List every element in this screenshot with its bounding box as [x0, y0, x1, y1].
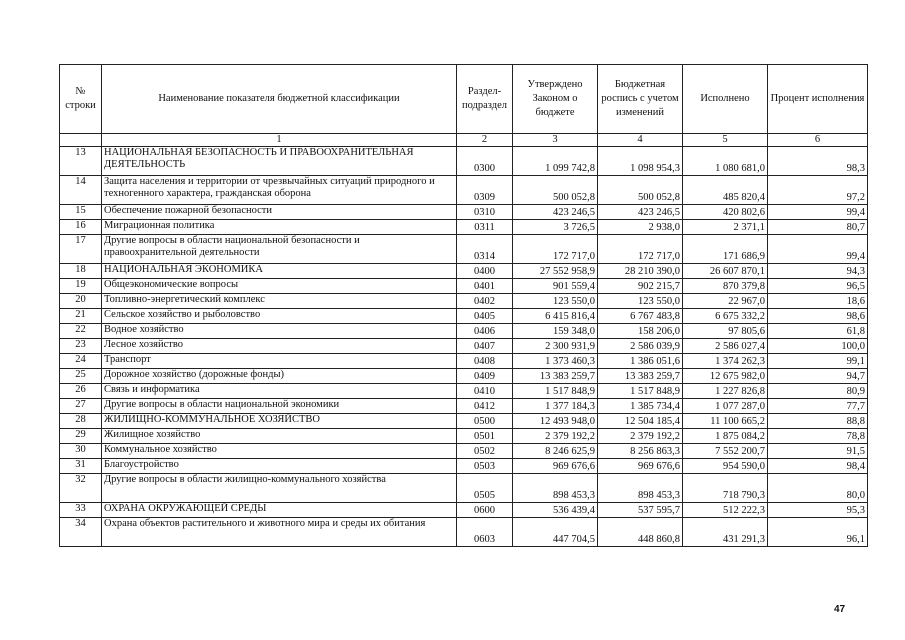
execution-percent: 94,7 — [768, 369, 868, 384]
section-code: 0500 — [457, 414, 513, 429]
indicator-name: Дорожное хозяйство (дорожные фонды) — [102, 369, 457, 384]
indicator-name: Транспорт — [102, 354, 457, 369]
table-row — [60, 429, 868, 444]
executed-amount: 22 967,0 — [683, 294, 768, 309]
table-row — [60, 399, 868, 414]
execution-percent: 91,5 — [768, 444, 868, 459]
execution-percent: 96,1 — [768, 518, 868, 547]
executed-amount: 420 802,6 — [683, 205, 768, 220]
schedule-amount: 1 517 848,9 — [598, 384, 683, 399]
execution-percent: 94,3 — [768, 264, 868, 279]
section-code: 0400 — [457, 264, 513, 279]
section-code: 0408 — [457, 354, 513, 369]
row-number: 31 — [60, 459, 102, 474]
approved-amount: 901 559,4 — [513, 279, 598, 294]
executed-amount: 431 291,3 — [683, 518, 768, 547]
indicator-name: Водное хозяйство — [102, 324, 457, 339]
approved-amount: 1 099 742,8 — [513, 147, 598, 176]
approved-amount: 898 453,3 — [513, 474, 598, 503]
approved-amount: 27 552 958,9 — [513, 264, 598, 279]
indicator-name: ОХРАНА ОКРУЖАЮЩЕЙ СРЕДЫ — [102, 503, 457, 518]
row-number: 13 — [60, 147, 102, 176]
section-code: 0503 — [457, 459, 513, 474]
row-number: 21 — [60, 309, 102, 324]
approved-amount: 447 704,5 — [513, 518, 598, 547]
executed-amount: 870 379,8 — [683, 279, 768, 294]
row-number: 33 — [60, 503, 102, 518]
column-number: 5 — [683, 134, 768, 147]
indicator-name: Благоустройство — [102, 459, 457, 474]
execution-percent: 98,6 — [768, 309, 868, 324]
section-code: 0311 — [457, 220, 513, 235]
schedule-amount: 969 676,6 — [598, 459, 683, 474]
section-code: 0407 — [457, 339, 513, 354]
row-number: 25 — [60, 369, 102, 384]
approved-amount: 536 439,4 — [513, 503, 598, 518]
schedule-amount: 123 550,0 — [598, 294, 683, 309]
executed-amount: 11 100 665,2 — [683, 414, 768, 429]
table-row — [60, 309, 868, 324]
approved-amount: 423 246,5 — [513, 205, 598, 220]
table-row — [60, 294, 868, 309]
execution-percent: 99,1 — [768, 354, 868, 369]
approved-amount: 6 415 816,4 — [513, 309, 598, 324]
row-number: 32 — [60, 474, 102, 503]
header-executed: Исполнено — [683, 65, 768, 134]
row-number: 18 — [60, 264, 102, 279]
executed-amount: 2 371,1 — [683, 220, 768, 235]
schedule-amount: 1 385 734,4 — [598, 399, 683, 414]
row-number: 23 — [60, 339, 102, 354]
row-number: 14 — [60, 176, 102, 205]
execution-percent: 99,4 — [768, 235, 868, 264]
schedule-amount: 537 595,7 — [598, 503, 683, 518]
execution-percent: 98,3 — [768, 147, 868, 176]
executed-amount: 1 080 681,0 — [683, 147, 768, 176]
table-row — [60, 220, 868, 235]
section-code: 0502 — [457, 444, 513, 459]
indicator-name: Топливно-энергетический комплекс — [102, 294, 457, 309]
approved-amount: 969 676,6 — [513, 459, 598, 474]
schedule-amount: 6 767 483,8 — [598, 309, 683, 324]
row-number: 22 — [60, 324, 102, 339]
table-row — [60, 279, 868, 294]
budget-execution-table — [59, 64, 868, 547]
schedule-amount: 28 210 390,0 — [598, 264, 683, 279]
column-number: 1 — [102, 134, 457, 147]
indicator-name: Лесное хозяйство — [102, 339, 457, 354]
schedule-amount: 898 453,3 — [598, 474, 683, 503]
executed-amount: 1 875 084,2 — [683, 429, 768, 444]
table-row — [60, 235, 868, 264]
table-row — [60, 444, 868, 459]
execution-percent: 61,8 — [768, 324, 868, 339]
approved-amount: 1 373 460,3 — [513, 354, 598, 369]
row-number: 16 — [60, 220, 102, 235]
indicator-name: Коммунальное хозяйство — [102, 444, 457, 459]
execution-percent: 99,4 — [768, 205, 868, 220]
schedule-amount: 423 246,5 — [598, 205, 683, 220]
section-code: 0405 — [457, 309, 513, 324]
row-number: 30 — [60, 444, 102, 459]
section-code: 0409 — [457, 369, 513, 384]
approved-amount: 3 726,5 — [513, 220, 598, 235]
indicator-name: Связь и информатика — [102, 384, 457, 399]
header-execution-percent: Процент исполнения — [768, 65, 868, 134]
table-row — [60, 459, 868, 474]
indicator-name: НАЦИОНАЛЬНАЯ ЭКОНОМИКА — [102, 264, 457, 279]
indicator-name: Другие вопросы в области национальной безопасности и правоохранительной деятельности — [102, 235, 457, 264]
indicator-name: Миграционная политика — [102, 220, 457, 235]
table-row — [60, 503, 868, 518]
indicator-name: Охрана объектов растительного и животного мира и среды их обитания — [102, 518, 457, 547]
schedule-amount: 172 717,0 — [598, 235, 683, 264]
table-row — [60, 474, 868, 503]
schedule-amount: 13 383 259,7 — [598, 369, 683, 384]
schedule-amount: 12 504 185,4 — [598, 414, 683, 429]
approved-amount: 8 246 625,9 — [513, 444, 598, 459]
table-row — [60, 147, 868, 176]
table-row — [60, 354, 868, 369]
schedule-amount: 902 215,7 — [598, 279, 683, 294]
table-row — [60, 414, 868, 429]
executed-amount: 1 374 262,3 — [683, 354, 768, 369]
section-code: 0412 — [457, 399, 513, 414]
schedule-amount: 2 586 039,9 — [598, 339, 683, 354]
header-indicator-name: Наименование показателя бюджетной классификации — [102, 65, 457, 134]
approved-amount: 500 052,8 — [513, 176, 598, 205]
approved-amount: 1 517 848,9 — [513, 384, 598, 399]
row-number: 29 — [60, 429, 102, 444]
row-number: 34 — [60, 518, 102, 547]
page-number: 47 — [834, 604, 846, 615]
column-number: 6 — [768, 134, 868, 147]
schedule-amount: 158 206,0 — [598, 324, 683, 339]
row-number: 17 — [60, 235, 102, 264]
section-code: 0401 — [457, 279, 513, 294]
approved-amount: 12 493 948,0 — [513, 414, 598, 429]
table-body — [60, 134, 868, 547]
header-row-number: № строки — [60, 65, 102, 134]
approved-amount: 2 379 192,2 — [513, 429, 598, 444]
execution-percent: 78,8 — [768, 429, 868, 444]
approved-amount: 172 717,0 — [513, 235, 598, 264]
section-code: 0410 — [457, 384, 513, 399]
row-number: 15 — [60, 205, 102, 220]
approved-amount: 123 550,0 — [513, 294, 598, 309]
table-row — [60, 264, 868, 279]
row-number: 27 — [60, 399, 102, 414]
table-row — [60, 324, 868, 339]
section-code: 0603 — [457, 518, 513, 547]
executed-amount: 12 675 982,0 — [683, 369, 768, 384]
executed-amount: 26 607 870,1 — [683, 264, 768, 279]
schedule-amount: 448 860,8 — [598, 518, 683, 547]
row-number: 26 — [60, 384, 102, 399]
execution-percent: 97,2 — [768, 176, 868, 205]
column-number: 2 — [457, 134, 513, 147]
executed-amount: 485 820,4 — [683, 176, 768, 205]
executed-amount: 1 077 287,0 — [683, 399, 768, 414]
approved-amount: 159 348,0 — [513, 324, 598, 339]
column-number-row — [60, 134, 868, 147]
executed-amount: 954 590,0 — [683, 459, 768, 474]
indicator-name: ЖИЛИЩНО-КОММУНАЛЬНОЕ ХОЗЯЙСТВО — [102, 414, 457, 429]
row-number: 20 — [60, 294, 102, 309]
schedule-amount: 500 052,8 — [598, 176, 683, 205]
indicator-name: Жилищное хозяйство — [102, 429, 457, 444]
execution-percent: 88,8 — [768, 414, 868, 429]
row-number: 19 — [60, 279, 102, 294]
schedule-amount: 1 386 051,6 — [598, 354, 683, 369]
table-row — [60, 369, 868, 384]
execution-percent: 96,5 — [768, 279, 868, 294]
approved-amount: 13 383 259,7 — [513, 369, 598, 384]
table-row — [60, 518, 868, 547]
column-number: 4 — [598, 134, 683, 147]
execution-percent: 95,3 — [768, 503, 868, 518]
section-code: 0300 — [457, 147, 513, 176]
approved-amount: 1 377 184,3 — [513, 399, 598, 414]
column-number: 3 — [513, 134, 598, 147]
section-code: 0314 — [457, 235, 513, 264]
executed-amount: 2 586 027,4 — [683, 339, 768, 354]
schedule-amount: 1 098 954,3 — [598, 147, 683, 176]
indicator-name: Обеспечение пожарной безопасности — [102, 205, 457, 220]
schedule-amount: 8 256 863,3 — [598, 444, 683, 459]
table-header-row — [60, 65, 868, 134]
section-code: 0309 — [457, 176, 513, 205]
table-row — [60, 384, 868, 399]
execution-percent: 80,9 — [768, 384, 868, 399]
execution-percent: 100,0 — [768, 339, 868, 354]
executed-amount: 1 227 826,8 — [683, 384, 768, 399]
executed-amount: 512 222,3 — [683, 503, 768, 518]
indicator-name: Защита населения и территории от чрезвычайных ситуаций природного и техногенного характера, гражданская оборона — [102, 176, 457, 205]
executed-amount: 718 790,3 — [683, 474, 768, 503]
row-number: 24 — [60, 354, 102, 369]
indicator-name: Другие вопросы в области жилищно-коммунального хозяйства — [102, 474, 457, 503]
indicator-name: Сельское хозяйство и рыболовство — [102, 309, 457, 324]
schedule-amount: 2 379 192,2 — [598, 429, 683, 444]
header-section-code: Раздел-подраздел — [457, 65, 513, 134]
executed-amount: 171 686,9 — [683, 235, 768, 264]
executed-amount: 6 675 332,2 — [683, 309, 768, 324]
execution-percent: 80,0 — [768, 474, 868, 503]
section-code: 0505 — [457, 474, 513, 503]
section-code: 0501 — [457, 429, 513, 444]
indicator-name: НАЦИОНАЛЬНАЯ БЕЗОПАСНОСТЬ И ПРАВООХРАНИТЕЛЬНАЯ ДЕЯТЕЛЬНОСТЬ — [102, 147, 457, 176]
header-approved-by-law: Утверждено Законом о бюджете — [513, 65, 598, 134]
indicator-name: Общеэкономические вопросы — [102, 279, 457, 294]
table-row — [60, 205, 868, 220]
execution-percent: 77,7 — [768, 399, 868, 414]
section-code: 0402 — [457, 294, 513, 309]
table-row — [60, 176, 868, 205]
approved-amount: 2 300 931,9 — [513, 339, 598, 354]
section-code: 0600 — [457, 503, 513, 518]
execution-percent: 80,7 — [768, 220, 868, 235]
section-code: 0406 — [457, 324, 513, 339]
execution-percent: 18,6 — [768, 294, 868, 309]
table-row — [60, 339, 868, 354]
column-number-blank — [60, 134, 102, 147]
execution-percent: 98,4 — [768, 459, 868, 474]
header-budget-schedule: Бюджетная роспись с учетом изменений — [598, 65, 683, 134]
section-code: 0310 — [457, 205, 513, 220]
indicator-name: Другие вопросы в области национальной экономики — [102, 399, 457, 414]
schedule-amount: 2 938,0 — [598, 220, 683, 235]
executed-amount: 97 805,6 — [683, 324, 768, 339]
row-number: 28 — [60, 414, 102, 429]
executed-amount: 7 552 200,7 — [683, 444, 768, 459]
